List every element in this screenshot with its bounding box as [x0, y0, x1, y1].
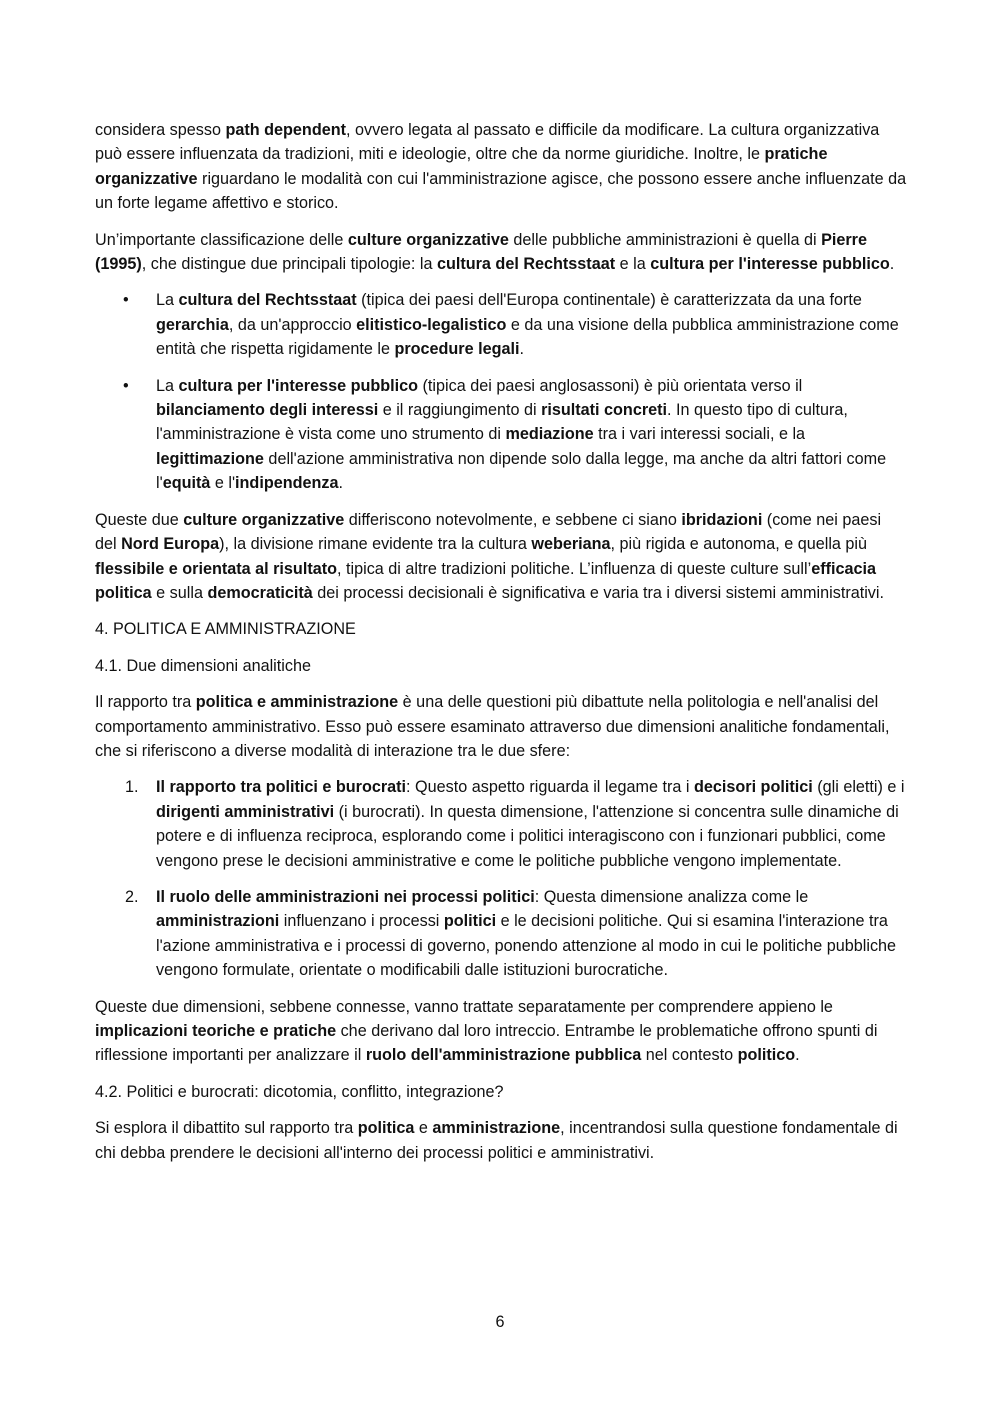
bold-term: efficacia politica — [95, 559, 876, 602]
bold-term: cultura del Rechtsstaat — [178, 291, 357, 310]
bold-term: path dependent — [225, 121, 346, 139]
bullet-item — [95, 288, 907, 361]
bold-term: implicazioni teoriche e pratiche — [95, 1022, 337, 1040]
bold-term: cultura per l'interesse pubblico — [650, 255, 890, 274]
bold-term: democraticità — [207, 583, 313, 602]
bold-term: gerarchia — [156, 315, 229, 334]
paragraph: Queste due culture organizzative differiscono notevolmente, e sebbene ci siano ibridazioni (come nei paesi del Nord Europa), la divisione rimane evidente tra la cultura weberiana, più rigida e autonoma, e quella più flessibile e orientata al risultato, tipica di altre tradizioni politiche. L’influenza di queste culture sull’efficacia politica e sulla democraticità dei processi decisionali è significativa e varia tra i diversi sistemi amministrativi. — [95, 510, 884, 602]
bullet-item — [95, 374, 907, 496]
bullet-marker: • — [123, 376, 129, 395]
bold-term: politici — [443, 912, 497, 931]
bullet-marker: • — [123, 291, 129, 310]
bold-term: Nord Europa — [121, 535, 220, 554]
paragraph: Il rapporto tra politica e amministrazione è una delle questioni più dibattute nella politologia e nell'analisi del comportamento amministrativo. Esso può essere esaminato attraverso due dimensioni analitiche fondamentali, che si riferiscono a diverse modalità di interazione tra le due sfere: — [95, 693, 890, 760]
bold-term: mediazione — [505, 425, 594, 444]
list-number: 1. — [125, 778, 139, 797]
paragraph: Queste due dimensioni, sebbene connesse, vanno trattate separatamente per comprendere appieno le implicazioni teoriche e pratiche che derivano dal loro intreccio. Entrambe le problematiche offrono spunti di riflessione importanti per analizzare il ruolo dell'amministrazione pubblica nel contesto politico. — [95, 997, 878, 1065]
bold-term: elitistico-legalistico — [356, 315, 507, 334]
numbered-list — [95, 775, 907, 982]
bold-term: amministrazioni — [156, 912, 280, 931]
bullet-list — [95, 288, 907, 495]
bold-term: politica e amministrazione — [195, 693, 399, 712]
bold-term: indipendenza — [235, 474, 339, 493]
bold-term: ibridazioni — [681, 510, 763, 529]
paragraph: Si esplora il dibattito sul rapporto tra politica e amministrazione, incentrandosi sulla questione fondamentale di chi debba prendere le decisioni all'interno dei processi politici e amministrativi. — [95, 1119, 898, 1162]
page-body — [95, 118, 907, 1177]
bold-term: culture organizzative — [347, 230, 509, 249]
numbered-item — [95, 885, 907, 983]
bold-term: flessibile e orientata al risultato — [95, 559, 337, 578]
page-number: 6 — [495, 1313, 505, 1331]
bold-term: risultati concreti — [541, 401, 668, 420]
bold-term: legittimazione — [156, 449, 264, 468]
bold-term: procedure legali — [394, 340, 520, 359]
subsection-heading: 4.2. Politici e burocrati: dicotomia, conflitto, integrazione? — [95, 1082, 504, 1101]
bold-term: Il rapporto tra politici e burocrati — [156, 778, 407, 797]
list-number: 2. — [125, 887, 139, 906]
bullet-text: La cultura per l'interesse pubblico (tipica dei paesi anglosassoni) è più orientata verso il bilanciamento degli interessi e il raggiungimento di risultati concreti. In questo tipo di cultura, l'amministrazione è vista come uno strumento di mediazione tra i vari interessi sociali, e la legittimazione dell'azione amministrativa non dipende solo dalla legge, ma anche da altri fattori come l'equità e l'indipendenza. — [156, 376, 887, 493]
bold-term: ruolo dell'amministrazione pubblica — [365, 1046, 642, 1065]
bold-term: pratiche organizzative — [95, 145, 828, 188]
bold-term: dirigenti amministrativi — [156, 802, 335, 821]
bullet-text: La cultura del Rechtsstaat (tipica dei paesi dell'Europa continentale) è caratterizzata da una forte gerarchia, da un'approccio elitistico-legalistico e da una visione della pubblica amministrazione come entità che rispetta rigidamente le procedure legali. — [156, 291, 899, 359]
numbered-text: Il rapporto tra politici e burocrati: Questo aspetto riguarda il legame tra i decisori politici (gli eletti) e i dirigenti amministrativi (i burocrati). In questa dimensione, l'attenzione si concentra sulle dinamiche di potere e di influenza reciproca, esplorando come i politici interagiscono con i funzionari pubblici, come vengono prese le decisioni amministrative e come le politiche pubbliche vengono implementate. — [156, 778, 905, 870]
bold-term: cultura per l'interesse pubblico — [178, 376, 419, 395]
paragraph: considera spesso path dependent, ovvero legata al passato e difficile da modificare. La cultura organizzativa può essere influenzata da tradizioni, miti e ideologie, oltre che da norme giuridiche. Inoltre, le pratiche organizzative riguardano le modalità con cui l'amministrazione agisce, che possono essere anche influenzate da un forte legame affettivo e storico. — [95, 121, 907, 213]
bold-term: cultura del Rechtsstaat — [436, 255, 616, 274]
bold-term: equità — [162, 474, 211, 493]
numbered-text: Il ruolo delle amministrazioni nei processi politici: Questa dimensione analizza come le amministrazioni influenzano i processi politici e le decisioni politiche. Qui si esamina l'interazione tra l'azione amministrativa e i processi di governo, ponendo attenzione al modo in cui le politiche pubbliche vengono formulate, orientate o modificabili dalle istituzioni burocratiche. — [156, 887, 897, 980]
bold-term: Il ruolo delle amministrazioni nei processi politici — [156, 887, 535, 906]
paragraph: Un’importante classificazione delle culture organizzative delle pubbliche amministrazioni è quella di Pierre (1995), che distingue due principali tipologie: la cultura del Rechtsstaat e la cultura per l'interesse pubblico. — [95, 230, 895, 274]
bold-term: weberiana — [531, 535, 611, 554]
bold-term: culture organizzative — [183, 510, 345, 529]
bold-term: Pierre (1995) — [95, 230, 867, 274]
subsection-heading: 4.1. Due dimensioni analitiche — [95, 656, 311, 675]
bold-term: decisori politici — [693, 778, 813, 797]
bold-term: politico — [737, 1046, 796, 1065]
bold-term: amministrazione — [432, 1119, 561, 1138]
bold-term: politica — [357, 1119, 415, 1138]
bold-term: bilanciamento degli interessi — [156, 401, 379, 420]
section-heading: 4. POLITICA E AMMINISTRAZIONE — [95, 620, 356, 639]
numbered-item — [95, 775, 907, 873]
